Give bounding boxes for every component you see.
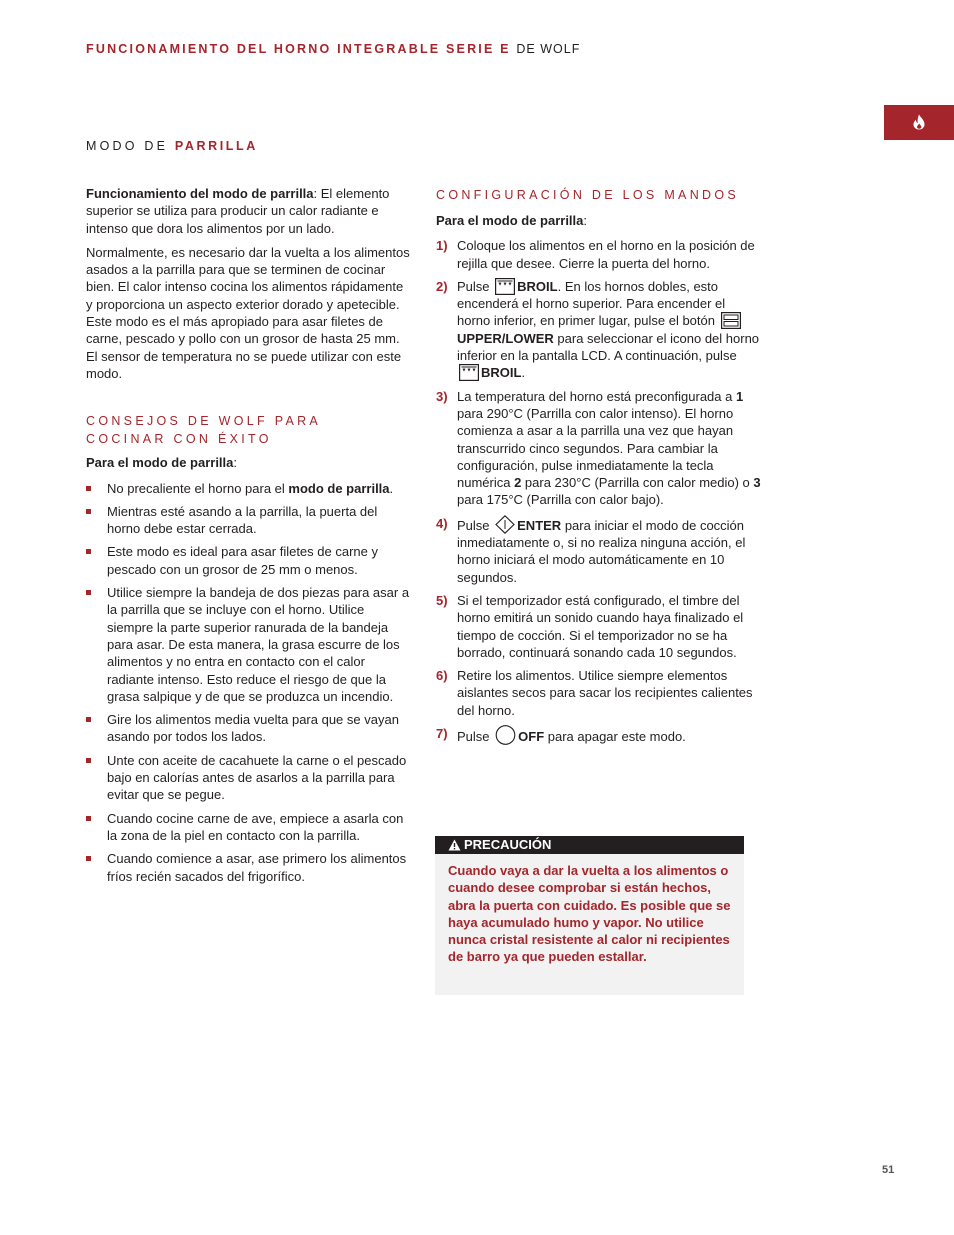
step-number: 1) bbox=[436, 238, 448, 254]
step-item bbox=[436, 515, 761, 586]
caution-label: PRECAUCIÓN bbox=[464, 837, 552, 852]
list-item: Utilice siempre la bandeja de dos piezas para asar a la parrilla que se incluye con el horno. Utilice siempre la parte superior ranurada de la bandeja para asar. De esta manera, la grasa escurre de los alimentos y no entra en contacto con el calor radiante intenso. Esto reduce el riesgo de que la grasa salpique y de que se produzca un incendio. bbox=[86, 584, 411, 705]
tip1-bold: modo de parrilla bbox=[288, 480, 390, 496]
tips-title-line-2: COCINAR CON ÉXITO bbox=[86, 432, 272, 447]
off-label: OFF bbox=[518, 729, 545, 745]
broil-label: BROIL bbox=[517, 278, 558, 294]
list-item: Cuando comience a asar, ase primero los alimentos fríos recién sacados del frigorífico. bbox=[86, 850, 411, 885]
flame-icon bbox=[912, 114, 926, 130]
left-column bbox=[86, 185, 411, 891]
step-text: Pulse bbox=[457, 517, 494, 533]
step-text: para 290°C (Parrilla con calor intenso). El horno comienza a asar a la parrilla una vez que hayan transcurrido cinco segundos. Para cambiar la configuración, pulse inmediatamente la tecla numérica bbox=[457, 405, 734, 491]
section-title-pre: MODO DE bbox=[86, 139, 169, 153]
step-bold: 2 bbox=[514, 475, 522, 491]
step-text: . bbox=[521, 365, 526, 381]
step-number: 3) bbox=[436, 388, 448, 404]
step-number: 4) bbox=[436, 515, 448, 531]
step-text: para apagar este modo. bbox=[544, 729, 686, 745]
controls-label-colon: : bbox=[583, 213, 588, 228]
tips-list bbox=[86, 480, 411, 885]
intro-paragraph bbox=[86, 185, 411, 237]
step-item bbox=[436, 278, 761, 382]
step-text: Coloque los alimentos en el horno en la posición de rejilla que desee. Cierre la puerta del horno. bbox=[457, 238, 755, 271]
caution-text: Cuando vaya a dar la vuelta a los alimentos o cuando desee comprobar si están hechos, abra la puerta con cuidado. Es posible que se haya acumulado humo y vapor. No utilice nunca cristal resistente al calor ni recipientes de barro ya que pueden estallar. bbox=[448, 863, 731, 965]
broil-icon bbox=[459, 364, 479, 381]
enter-icon bbox=[495, 515, 515, 534]
list-item bbox=[86, 480, 411, 497]
list-item: Este modo es ideal para asar filetes de carne y pescado con un grosor de 25 mm o menos. bbox=[86, 543, 411, 578]
header-title-red: FUNCIONAMIENTO DEL HORNO INTEGRABLE SERIE E bbox=[86, 42, 511, 56]
upper-lower-icon bbox=[721, 312, 741, 329]
list-item: Mientras esté asando a la parrilla, la puerta del horno debe estar cerrada. bbox=[86, 503, 411, 538]
caution-header bbox=[435, 836, 744, 854]
step-text: para iniciar el modo de cocción inmediatamente o, si no realiza ninguna acción, el horno iniciará el modo automáticamente en 10 segundos. bbox=[457, 517, 746, 585]
step-text: para 230°C (Parrilla con calor medio) o bbox=[521, 475, 754, 491]
step-text: Si el temporizador está configurado, el timbre del horno emitirá un sonido cuando haya finalizado el tiempo de cocción. Si el temporizador no se ha borrado, continuará sonando cada 10 segundos. bbox=[457, 592, 744, 660]
tips-label bbox=[86, 454, 411, 471]
section-title-red: PARRILLA bbox=[174, 139, 258, 153]
broil-icon bbox=[495, 278, 515, 295]
tips-title bbox=[86, 412, 411, 448]
list-item: Cuando cocine carne de ave, empiece a asarla con la zona de la piel en contacto con la parrilla. bbox=[86, 810, 411, 845]
right-column bbox=[436, 186, 761, 751]
step-number: 6) bbox=[436, 668, 448, 684]
step-item bbox=[436, 667, 761, 719]
off-icon bbox=[495, 725, 516, 745]
step-text: . En los hornos dobles, esto encenderá el horno superior. Para encender el horno inferior, en primer lugar, pulse el botón bbox=[457, 278, 726, 329]
controls-title: CONFIGURACIÓN DE LOS MANDOS bbox=[436, 188, 740, 202]
controls-label bbox=[436, 212, 761, 229]
controls-label-text: Para el modo de parrilla bbox=[436, 213, 584, 228]
step-text: para 175°C (Parrilla con calor bajo). bbox=[457, 492, 664, 508]
step-item bbox=[436, 237, 761, 272]
step-text: para seleccionar el icono del horno inferior en la pantalla LCD. A continuación, pulse bbox=[457, 330, 760, 364]
list-item: Unte con aceite de cacahuete la carne o el pescado bajo en calorías antes de asarlos a la parrilla para evitar que se pegue. bbox=[86, 752, 411, 804]
tip1-end: . bbox=[389, 480, 394, 496]
running-header bbox=[86, 41, 580, 58]
section-tab bbox=[884, 105, 954, 140]
broil-label: BROIL bbox=[481, 365, 522, 381]
paragraph-2: Normalmente, es necesario dar la vuelta a los alimentos asados a la parrilla para que se terminen de cocinar bien. El calor intenso cocina los alimentos rápidamente y proporciona un aspecto exterior dorado y apetecible. Este modo es el más apropiado para asar filetes de carne, pescado y pollo con un grosor de hasta 25 mm. El sensor de temperatura no se puede utilizar con este modo. bbox=[86, 244, 410, 381]
step-number: 2) bbox=[436, 278, 448, 294]
tips-title-line-1: CONSEJOS DE WOLF PARA bbox=[86, 414, 322, 429]
step-text: Retire los alimentos. Utilice siempre elementos aislantes secos para sacar los recipientes calientes del horno. bbox=[457, 668, 753, 718]
tip1-text: No precaliente el horno para el bbox=[107, 480, 289, 496]
step-text: Pulse bbox=[457, 729, 494, 745]
step-bold: 3 bbox=[753, 475, 761, 491]
step-bold: 1 bbox=[735, 388, 744, 404]
steps-list bbox=[436, 237, 761, 745]
step-number: 5) bbox=[436, 592, 448, 608]
caution-box bbox=[435, 836, 744, 995]
step-text: La temperatura del horno está preconfigurada a bbox=[457, 388, 736, 404]
upper-lower-label: UPPER/LOWER bbox=[457, 330, 554, 346]
step-number: 7) bbox=[436, 726, 448, 742]
intro-text: : El elemento superior se utiliza para producir un calor radiante e intenso que dora los alimentos por un lado. bbox=[86, 186, 390, 236]
warning-triangle-icon bbox=[448, 839, 461, 851]
tips-label-colon: : bbox=[233, 455, 238, 471]
header-title-brand: DE WOLF bbox=[516, 42, 581, 56]
list-item: Gire los alimentos media vuelta para que se vayan asando por todos los lados. bbox=[86, 711, 411, 746]
tips-label-text: Para el modo de parrilla bbox=[86, 455, 234, 471]
step-item bbox=[436, 725, 761, 745]
enter-label: ENTER bbox=[517, 517, 562, 533]
intro-bold: Funcionamiento del modo de parrilla bbox=[86, 186, 314, 201]
page-number: 51 bbox=[882, 1164, 895, 1176]
step-item bbox=[436, 592, 761, 661]
step-text: Pulse bbox=[457, 278, 494, 294]
step-item bbox=[436, 388, 761, 509]
section-title bbox=[86, 138, 258, 155]
